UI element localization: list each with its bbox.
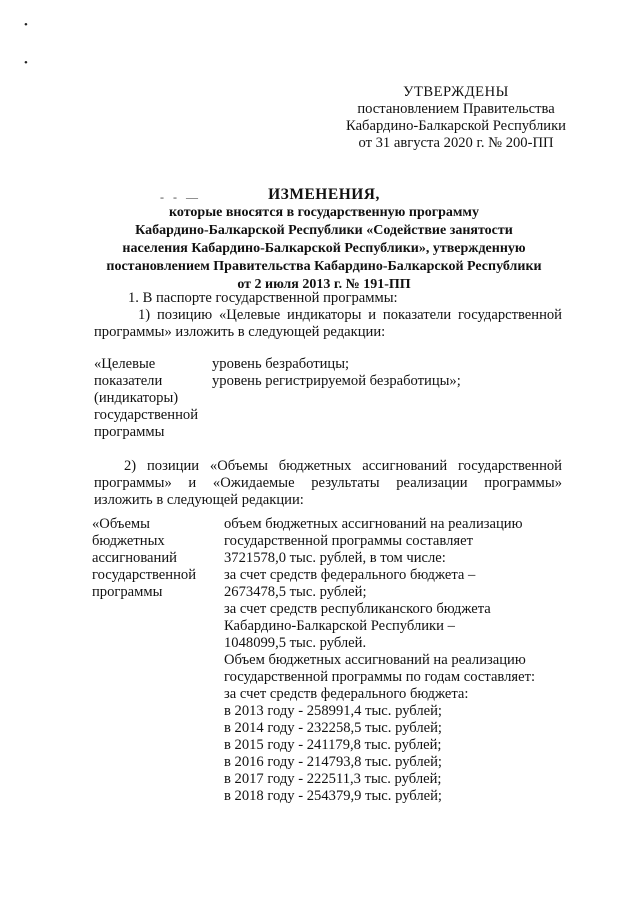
label-line: бюджетных [92, 533, 165, 549]
value-line: в 2017 году - 222511,3 тыс. рублей; [224, 771, 442, 787]
row-label [94, 356, 206, 441]
title-line: которые вносятся в государственную программу [169, 205, 479, 220]
approval-line: от 31 августа 2020 г. № 200-ПП [358, 135, 554, 151]
dash-mark: - - — [160, 190, 201, 204]
value-line: государственной программы составляет [224, 533, 473, 549]
label-line: программы [92, 584, 163, 600]
section-1-item: 1. В паспорте государственной программы: [128, 290, 398, 306]
title-line: от 2 июля 2013 г. № 191-ПП [237, 277, 411, 292]
label-line: «Объемы [92, 516, 150, 532]
title-line: постановлением Правительства Кабардино-Балкарской Республики [106, 259, 542, 274]
passport-row-indicators [94, 356, 564, 442]
label-line: показатели [94, 373, 163, 389]
label-line: ассигнований [92, 550, 177, 566]
page-mark: • [24, 57, 28, 69]
value-line: в 2015 году - 241179,8 тыс. рублей; [224, 737, 442, 753]
value-line: Объем бюджетных ассигнований на реализацию [224, 652, 526, 668]
title-heading: ИЗМЕНЕНИЯ, [268, 186, 380, 203]
value-line: в 2018 году - 254379,9 тыс. рублей; [224, 788, 442, 804]
row-value [212, 356, 558, 390]
label-line: (индикаторы) [94, 390, 179, 406]
title-line: Кабардино-Балкарской Республики «Содействие занятости [135, 223, 513, 238]
section-2-line: изложить в следующей редакции: [94, 492, 304, 508]
title-line: населения Кабардино-Балкарской Республики», утвержденную [122, 241, 526, 256]
section-1-sub1-line: 1) позицию «Целевые индикаторы и показатели государственной [138, 307, 562, 323]
passport-row-budget [94, 516, 564, 816]
page-mark: • [24, 19, 28, 31]
value-line: в 2014 году - 232258,5 тыс. рублей; [224, 720, 442, 736]
approval-block [336, 84, 576, 152]
value-line: в 2013 году - 258991,4 тыс. рублей; [224, 703, 442, 719]
label-line: «Целевые [94, 356, 156, 372]
approval-line: Кабардино-Балкарской Республики [346, 118, 566, 134]
value-line: в 2016 году - 214793,8 тыс. рублей; [224, 754, 442, 770]
approval-line: постановлением Правительства [357, 101, 555, 117]
value-line: за счет средств федерального бюджета – [224, 567, 476, 583]
label-line: государственной [94, 407, 199, 423]
value-line: уровень безработицы; [212, 356, 350, 372]
document-title [84, 186, 564, 294]
row-value [224, 516, 564, 805]
section-2-line: программы» и «Ожидаемые результаты реализации программы» [94, 475, 562, 491]
value-line: Кабардино-Балкарской Республики – [224, 618, 455, 634]
label-line: программы [94, 424, 165, 440]
value-line: государственной программы по годам составляет: [224, 669, 536, 685]
section-1-sub1-line: программы» изложить в следующей редакции: [94, 324, 386, 340]
approval-heading: УТВЕРЖДЕНЫ [403, 84, 509, 100]
value-line: за счет средств федерального бюджета: [224, 686, 469, 702]
value-line: 3721578,0 тыс. рублей, в том числе: [224, 550, 446, 566]
value-line: уровень регистрируемой безработицы»; [212, 373, 461, 389]
row-label [92, 516, 204, 601]
value-line: 2673478,5 тыс. рублей; [224, 584, 367, 600]
value-line: объем бюджетных ассигнований на реализацию [224, 516, 523, 532]
section-2-line: 2) позиции «Объемы бюджетных ассигнований государственной [124, 458, 562, 474]
label-line: государственной [92, 567, 197, 583]
value-line: 1048099,5 тыс. рублей. [224, 635, 367, 651]
value-line: за счет средств республиканского бюджета [224, 601, 491, 617]
